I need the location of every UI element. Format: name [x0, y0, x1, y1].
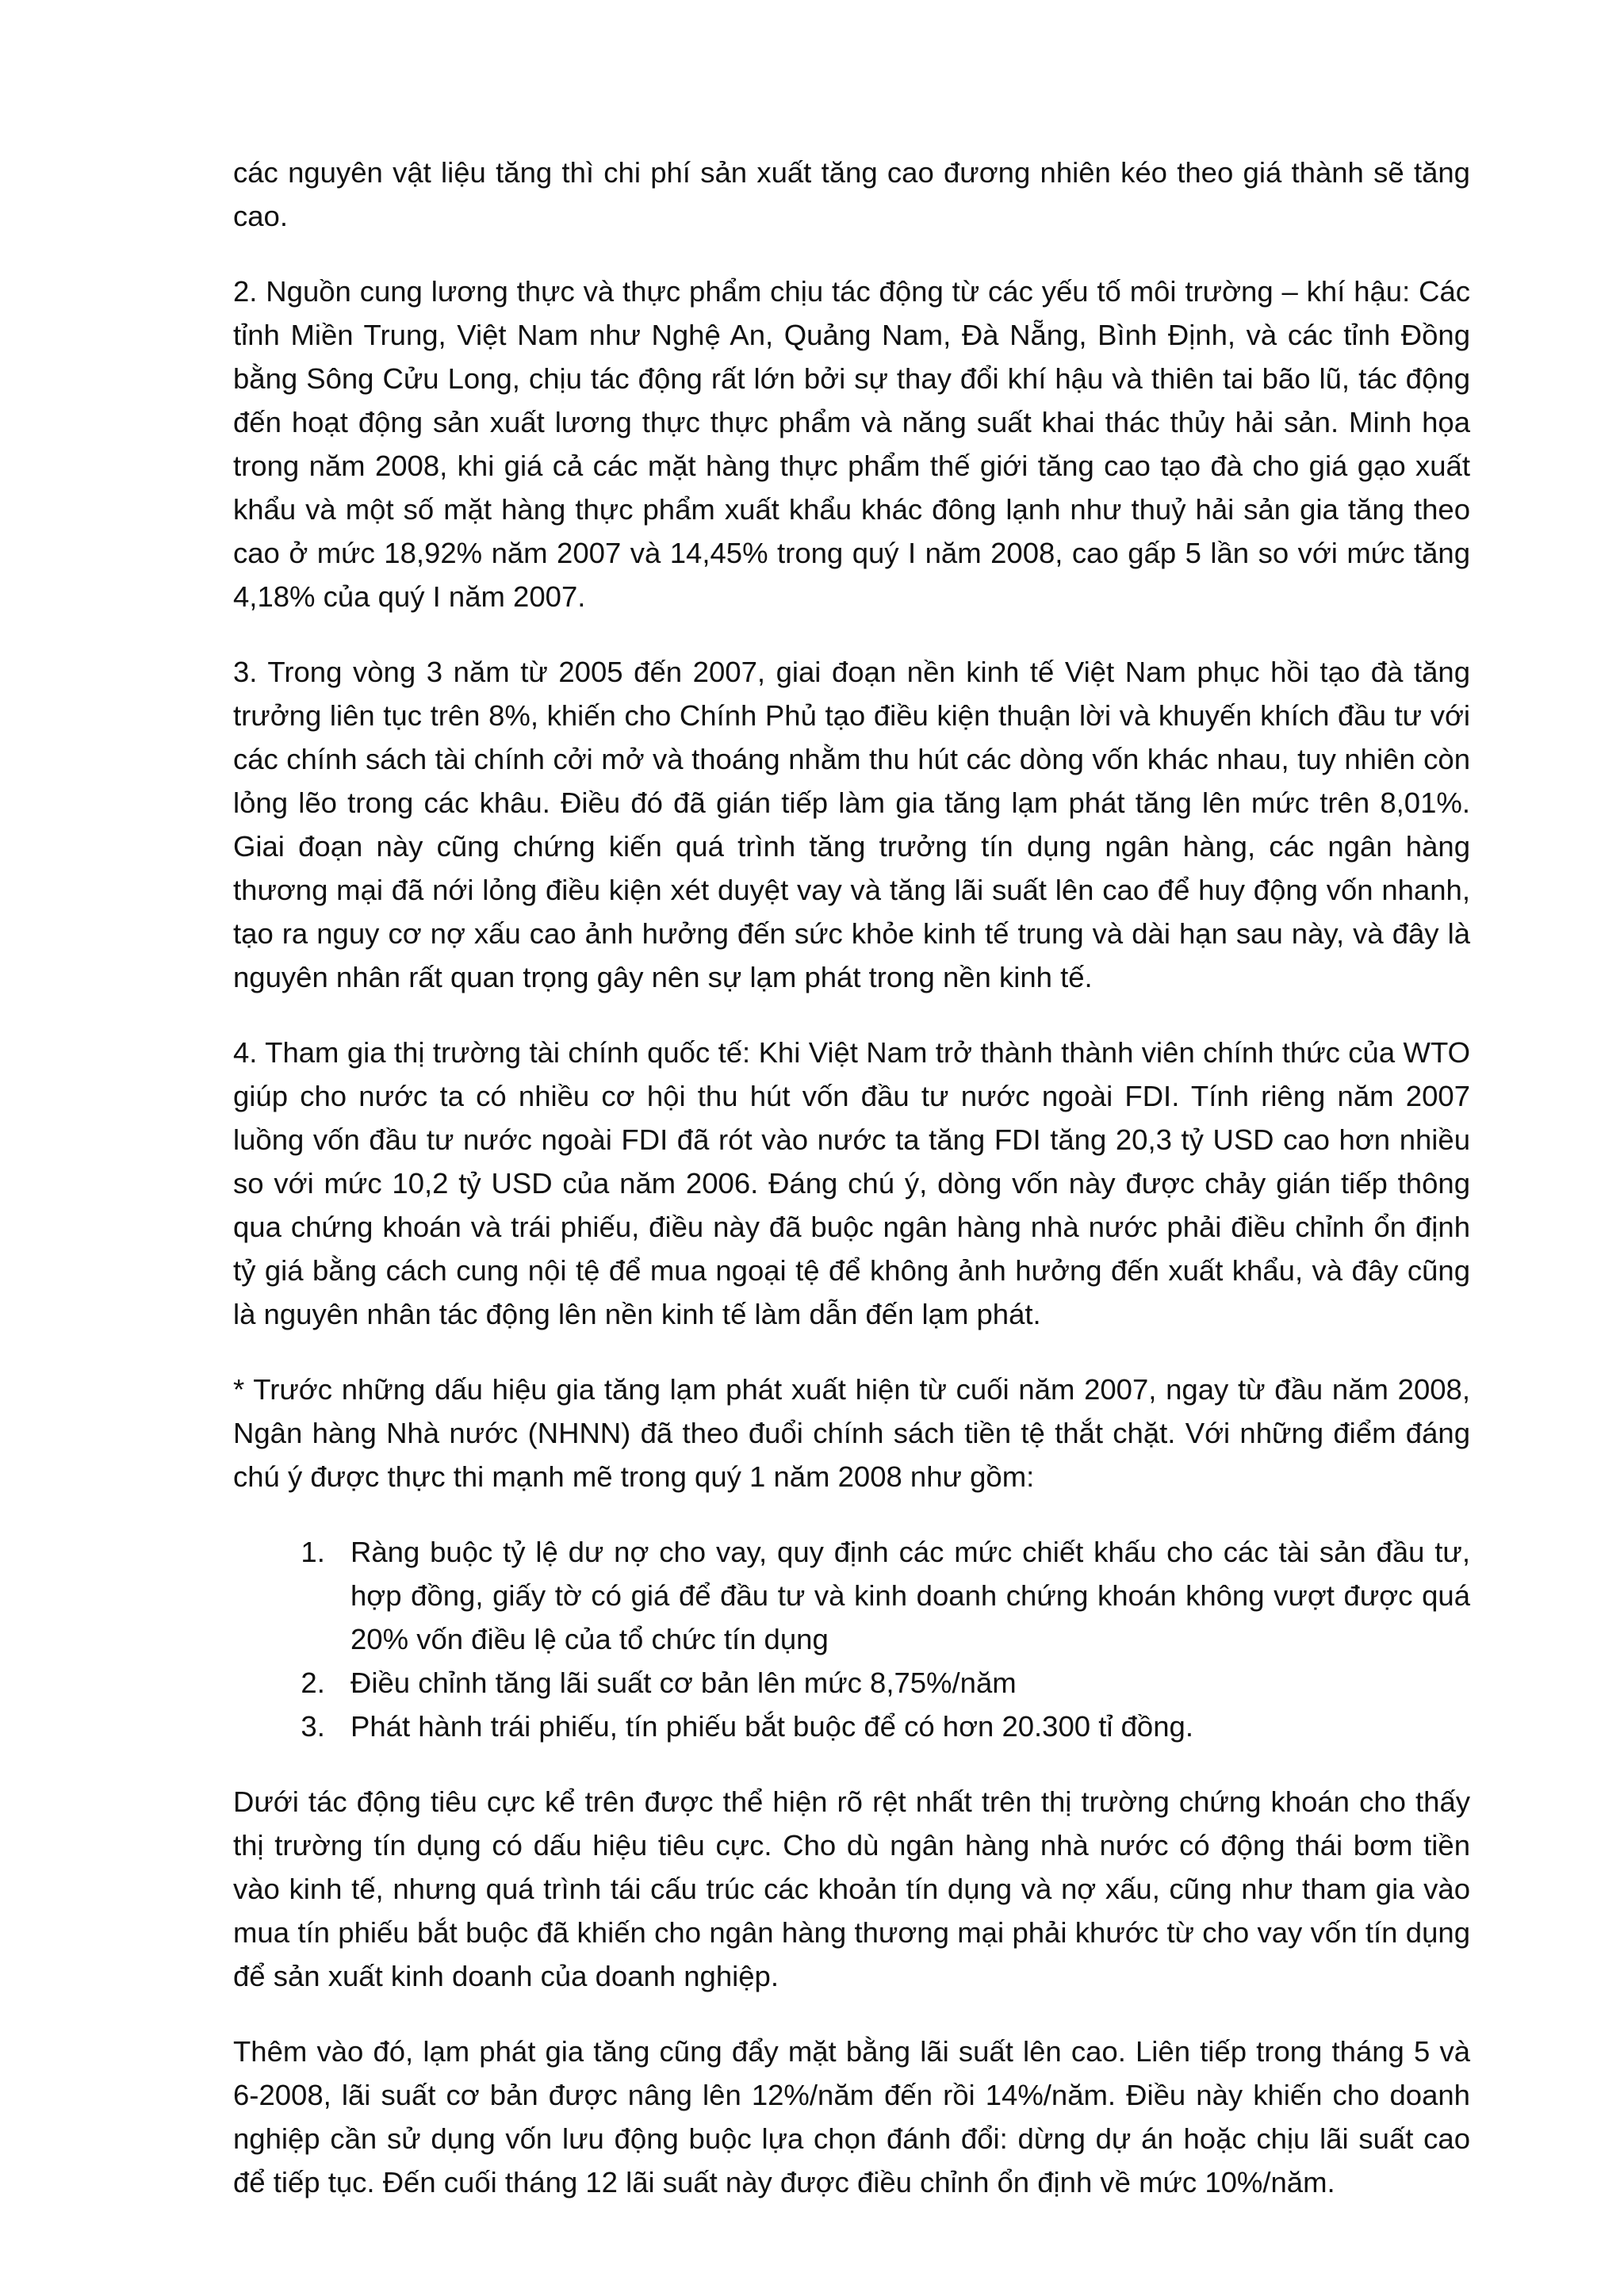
paragraph-interest-rates: Thêm vào đó, lạm phát gia tăng cũng đẩy mặt bằng lãi suất lên cao. Liên tiếp trong tháng 5 và 6-2008, lãi suất cơ bản được nâng lên 12%/năm đến rồi 14%/năm. Điều này khiến cho doanh nghiệp cần sử dụng vốn lưu động buộc lựa chọn đánh đổi: dừng dự án hoặc chịu lãi suất cao để tiếp tục. Đến cuối tháng 12 lãi suất này được điều chỉnh ổn định về mức 10%/năm.	[233, 2035, 1470, 2198]
paragraph-cause-4-fdi: 4. Tham gia thị trường tài chính quốc tế: Khi Việt Nam trở thành thành viên chính thức của WTO giúp cho nước ta có nhiều cơ hội thu hút vốn đầu tư nước ngoài FDI. Tính riêng năm 2007 luồng vốn đầu tư nước ngoài FDI đã rót vào nước ta tăng FDI tăng 20,3 tỷ USD cao hơn nhiều so với mức 10,2 tỷ USD của năm 2006. Đáng chú ý, dòng vốn này được chảy gián tiếp thông qua chứng khoán và trái phiếu, điều này đã buộc ngân hàng nhà nước phải điều chỉnh ổn định tỷ giá bằng cách cung nội tệ để mua ngoại tệ để không ảnh hưởng đến xuất khẩu, và đây cũng là nguyên nhân tác động lên nền kinh tế làm dẫn đến lạm phát.	[233, 1036, 1470, 1330]
paragraph-continuation: các nguyên vật liệu tăng thì chi phí sản xuất tăng cao đương nhiên kéo theo giá thành sẽ tăng cao.	[233, 156, 1470, 232]
list-item: 2. Điều chỉnh tăng lãi suất cơ bản lên mức 8,75%/năm	[333, 1661, 1470, 1705]
document-page	[233, 151, 1470, 2236]
policy-measures-list	[233, 1530, 1470, 1748]
paragraph-cause-3-credit-growth: 3. Trong vòng 3 năm từ 2005 đến 2007, giai đoạn nền kinh tế Việt Nam phục hồi tạo đà tăng trưởng liên tục trên 8%, khiến cho Chính Phủ tạo điều kiện thuận lời và khuyến khích đầu tư với các chính sách tài chính cởi mở và thoáng nhằm thu hút các dòng vốn khác nhau, tuy nhiên còn lỏng lẽo trong các khâu. Điều đó đã gián tiếp làm gia tăng lạm phát tăng lên mức trên 8,01%. Giai đoạn này cũng chứng kiến quá trình tăng trưởng tín dụng ngân hàng, các ngân hàng thương mại đã nới lỏng điều kiện xét duyệt vay và tăng lãi suất lên cao để huy động vốn nhanh, tạo ra nguy cơ nợ xấu cao ảnh hưởng đến sức khỏe kinh tế trung và dài hạn sau này, và đây là nguyên nhân rất quan trọng gây nên sự lạm phát trong nền kinh tế.	[233, 656, 1470, 993]
paragraph-sbv-policy-intro: * Trước những dấu hiệu gia tăng lạm phát xuất hiện từ cuối năm 2007, ngay từ đầu năm 2008, Ngân hàng Nhà nước (NHNN) đã theo đuổi chính sách tiền tệ thắt chặt. Với những điểm đáng chú ý được thực thi mạnh mẽ trong quý 1 năm 2008 như gồm:	[233, 1373, 1470, 1493]
list-item: 3. Phát hành trái phiếu, tín phiếu bắt buộc để có hơn 20.300 tỉ đồng.	[333, 1705, 1470, 1748]
paragraph-cause-2-food-supply: 2. Nguồn cung lương thực và thực phẩm chịu tác động từ các yếu tố môi trường – khí hậu: Các tỉnh Miền Trung, Việt Nam như Nghệ An, Quảng Nam, Đà Nẵng, Bình Định, và các tỉnh Đồng bằng Sông Cửu Long, chịu tác động rất lớn bởi sự thay đổi khí hậu và thiên tai bão lũ, tác động đến hoạt động sản xuất lương thực thực phẩm và năng suất khai thác thủy hải sản. Minh họa trong năm 2008, khi giá cả các mặt hàng thực phẩm thế giới tăng cao tạo đà cho giá gạo xuất khẩu và một số mặt hàng thực phẩm xuất khẩu khác đông lạnh như thuỷ hải sản gia tăng theo cao ở mức 18,92% năm 2007 và 14,45% trong quý I năm 2008, cao gấp 5 lần so với mức tăng 4,18% của quý I năm 2007.	[233, 275, 1470, 613]
paragraph-negative-impact: Dưới tác động tiêu cực kể trên được thể hiện rõ rệt nhất trên thị trường chứng khoán cho thấy thị trường tín dụng có dấu hiệu tiêu cực. Cho dù ngân hàng nhà nước có động thái bơm tiền vào kinh tế, nhưng quá trình tái cấu trúc các khoản tín dụng và nợ xấu, cũng như tham gia vào mua tín phiếu bắt buộc đã khiến cho ngân hàng thương mại phải khước từ cho vay vốn tín dụng để sản xuất kinh doanh của doanh nghiệp.	[233, 1785, 1470, 1992]
list-item: 1. Ràng buộc tỷ lệ dư nợ cho vay, quy định các mức chiết khấu cho các tài sản đầu tư, hợp đồng, giấy tờ có giá để đầu tư và kinh doanh chứng khoán không vượt được quá 20% vốn điều lệ của tổ chức tín dụng	[333, 1530, 1470, 1661]
